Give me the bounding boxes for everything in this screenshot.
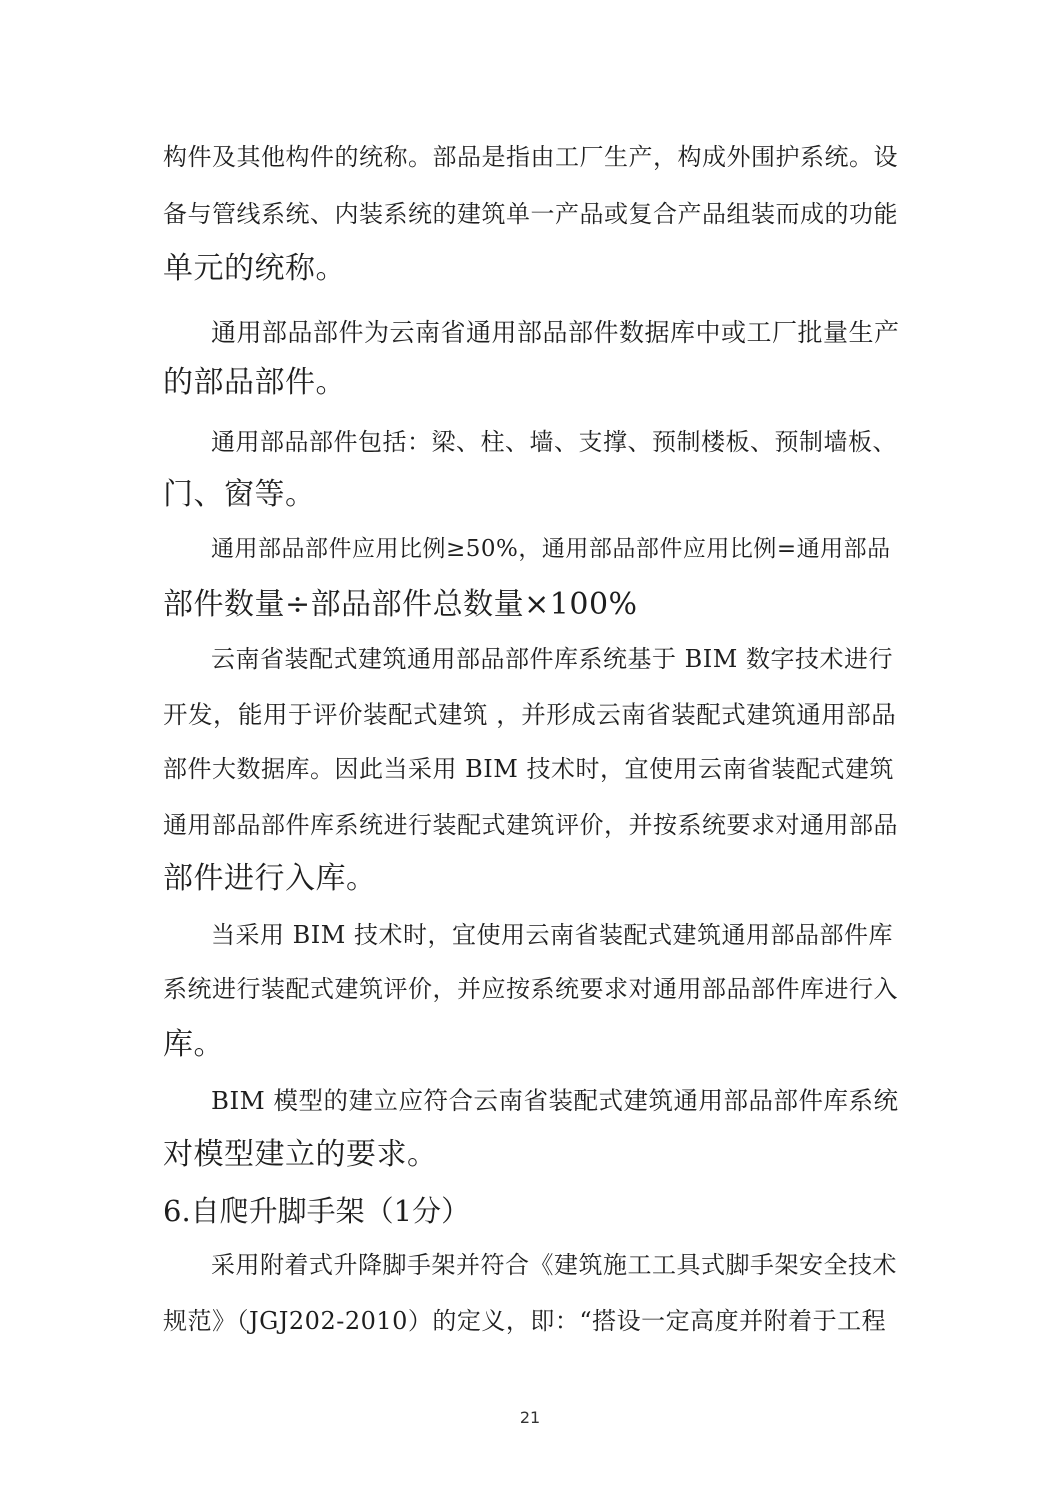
text-line-2: 备与管线系统、内装系统的建筑单一产品或复合产品组装而成的功能 [163, 200, 898, 228]
text-line-4: 通用部品部件为云南省通用部品部件数据库中或工厂批量生产 [211, 318, 900, 347]
text-line-11: 开发，能用于评价装配式建筑 ，并形成云南省装配式建筑通用部品 [163, 700, 897, 729]
text-line-1: 构件及其他构件的统称。部品是指由工厂生产，构成外围护系统。设 [163, 143, 898, 171]
text-line-22: 规范》（JGJ202-2010）的定义，即：“搭设一定高度并附着于工程 [163, 1307, 887, 1335]
text-line-17: 库。 [163, 1027, 224, 1062]
text-line-7: 门、窗等。 [163, 477, 316, 512]
text-line-12: 部件大数据库。因此当采用 BIM 技术时，宜使用云南省装配式建筑 [163, 755, 894, 783]
text-line-13: 通用部品部件库系统进行装配式建筑评价，并按系统要求对通用部品 [163, 811, 898, 839]
text-line-21: 采用附着式升降脚手架并符合《建筑施工工具式脚手架安全技术 [211, 1251, 897, 1279]
text-line-8: 通用部品部件应用比例≥50%，通用部品部件应用比例=通用部品 [211, 536, 891, 562]
text-line-9: 部件数量÷部品部件总数量×100% [163, 587, 638, 622]
text-line-3: 单元的统称。 [163, 251, 346, 286]
text-line-19: 对模型建立的要求。 [163, 1137, 438, 1172]
section-heading: 6.自爬升脚手架（1分） [163, 1194, 471, 1228]
text-line-6: 通用部品部件包括：梁、柱、墙、支撑、预制楼板、预制墙板、 [211, 428, 897, 456]
text-line-5: 的部品部件。 [163, 365, 346, 400]
text-line-14: 部件进行入库。 [163, 861, 377, 896]
text-line-16: 系统进行装配式建筑评价，并应按系统要求对通用部品部件库进行入 [163, 975, 898, 1003]
text-line-10: 云南省装配式建筑通用部品部件库系统基于 BIM 数字技术进行 [211, 645, 893, 673]
text-line-15: 当采用 BIM 技术时，宜使用云南省装配式建筑通用部品部件库 [211, 921, 893, 949]
text-line-18: BIM 模型的建立应符合云南省装配式建筑通用部品部件库系统 [211, 1086, 899, 1115]
page-number: 21 [519, 1408, 541, 1427]
